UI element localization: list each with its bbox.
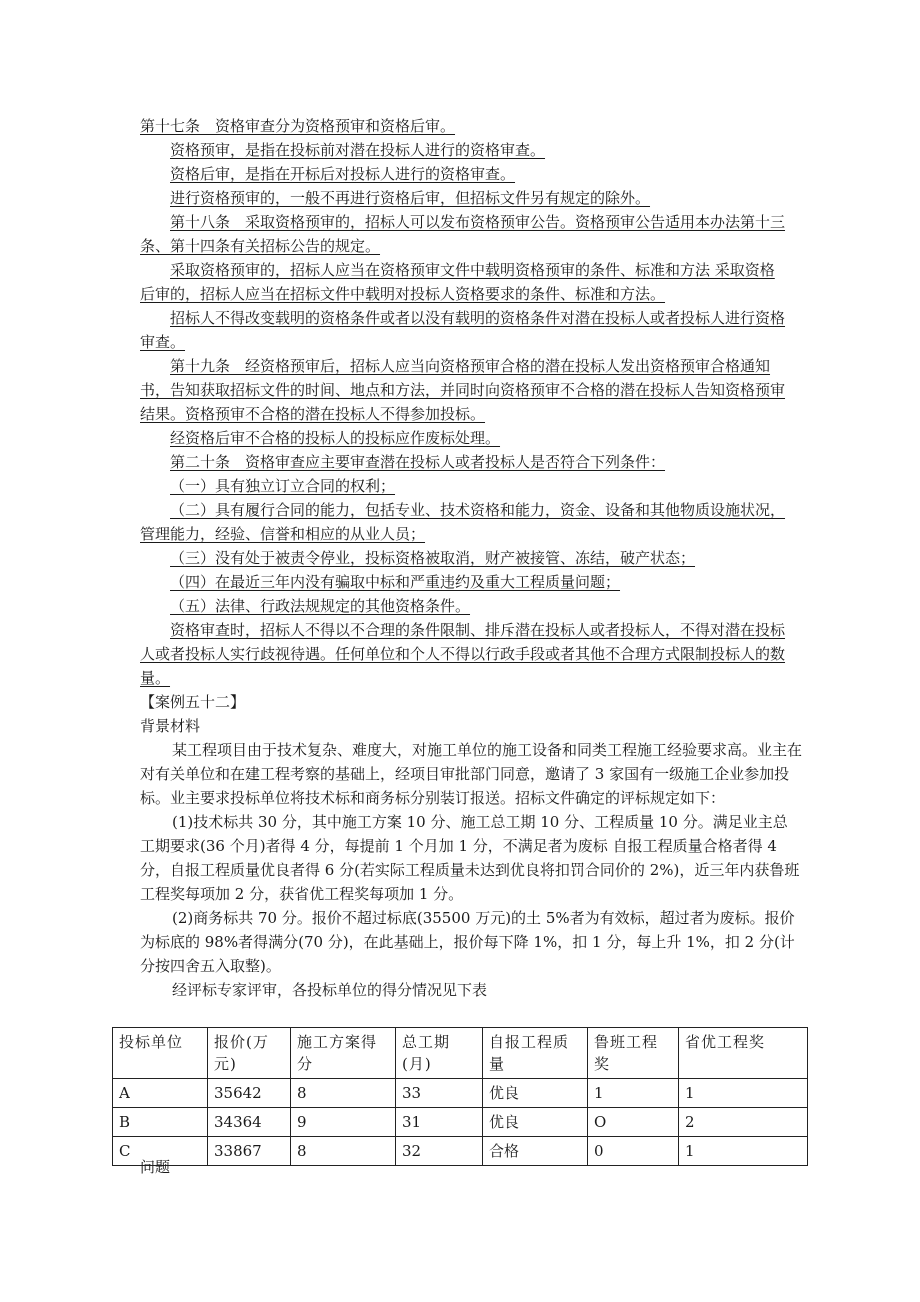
table-cell: O: [588, 1108, 679, 1137]
article-line: （二）具有履行合同的能力，包括专业、技术资格和能力，资金、设备和其他物质设施状况，管理能力，经验、信誉和相应的从业人员；: [140, 501, 786, 543]
table-cell: 优良: [483, 1079, 588, 1108]
column-header: 省优工程奖: [679, 1028, 808, 1079]
article-line: 第十八条 采取资格预审的，招标人可以发布资格预审公告。资格预审公告适用本办法第十三条、第十四条有关招标公告的规定。: [140, 213, 786, 255]
article-line: 资格审查时，招标人不得以不合理的条件限制、排斥潜在投标人或者投标人，不得对潜在投标人或者投标人实行歧视待遇。任何单位和个人不得以行政手段或者其他不合理方式限制投标人的数量。: [140, 621, 786, 687]
table-cell: 33: [396, 1079, 483, 1108]
table-cell: 31: [396, 1108, 483, 1137]
article-line: 资格后审，是指在开标后对投标人进行的资格审查。: [170, 165, 516, 183]
table-cell: C: [113, 1137, 208, 1166]
table-cell: B: [113, 1108, 208, 1137]
table-row: [113, 1108, 808, 1137]
table-cell: 9: [291, 1108, 396, 1137]
case-paragraph: (2)商务标共 70 分。报价不超过标底(35500 万元)的土 5%者为有效标，超过者为废标。报价为标底的 98%者得满分(70 分)，在此基础上，报价每下降 1%，扣 1 分，每上升 1%，扣 2 分(计分按四舍五入取整)。: [140, 909, 795, 975]
article-line: （一）具有独立订立合同的权利；: [170, 477, 396, 495]
column-header: 总工期(月): [396, 1028, 483, 1079]
table-cell: 8: [291, 1079, 396, 1108]
table-cell: 35642: [208, 1079, 291, 1108]
article-line: 第十七条 资格审查分为资格预审和资格后审。: [140, 117, 456, 135]
column-header: 自报工程质量: [483, 1028, 588, 1079]
table-cell: 0: [588, 1137, 679, 1166]
article-line: 经资格后审不合格的投标人的投标应作废标处理。: [170, 429, 501, 447]
table-cell: A: [113, 1079, 208, 1108]
case-paragraph: (1)技术标共 30 分，其中施工方案 10 分、施工总工期 10 分、工程质量 10 分。满足业主总工期要求(36 个月)者得 4 分，每提前 1 个月加 1 分，不满足者为废标 自报工程质量合格者得 4 分，自报工程质量优良者得 6 分(若实际工程质量未达到优良将扣罚合同价的 2%)，近三年内获鲁班工程奖每项加 2 分，获省优工程奖每项加 1 分。: [140, 813, 800, 903]
case-title: 【案例五十二】: [140, 693, 246, 711]
column-header: 报价(万元): [208, 1028, 291, 1079]
article-line: （四）在最近三年内没有骗取中标和严重违约及重大工程质量问题；: [170, 573, 621, 591]
case-paragraph: 某工程项目由于技术复杂、难度大，对施工单位的施工设备和同类工程施工经验要求高。业主在对有关单位和在建工程考察的基础上，经项目审批部门同意，邀请了 3 家国有一级施工企业参加投标。业主要求投标单位将技术标和商务标分别装订报送。招标文件确定的评标规定如下：: [140, 741, 803, 807]
case-paragraph: 经评标专家评审，各投标单位的得分情况见下表: [172, 981, 488, 999]
article-line: （三）没有处于被责令停业，投标资格被取消，财产被接管、冻结，破产状态；: [170, 549, 696, 567]
table-cell: 1: [679, 1137, 808, 1166]
table-cell: 1: [679, 1079, 808, 1108]
column-header: 施工方案得分: [291, 1028, 396, 1079]
article-line: 招标人不得改变载明的资格条件或者以没有载明的资格条件对潜在投标人或者投标人进行资格审查。: [140, 309, 786, 351]
article-line: 进行资格预审的，一般不再进行资格后审，但招标文件另有规定的除外。: [170, 189, 651, 207]
table-cell: 34364: [208, 1108, 291, 1137]
question-label: 问题: [140, 1158, 171, 1176]
score-table: [112, 1027, 808, 1166]
article-line: 第十九条 经资格预审后，招标人应当向资格预审合格的潜在投标人发出资格预审合格通知书，告知获取招标文件的时间、地点和方法，并同时向资格预审不合格的潜在投标人告知资格预审结果。资格预审不合格的潜在投标人不得参加投标。: [140, 357, 786, 423]
regulation-articles: [140, 114, 785, 690]
table-cell: 32: [396, 1137, 483, 1166]
table-cell: 8: [291, 1137, 396, 1166]
case-subtitle: 背景材料: [140, 717, 201, 735]
table-cell: 优良: [483, 1108, 588, 1137]
table-cell: 1: [588, 1079, 679, 1108]
table-row: [113, 1137, 808, 1166]
article-line: 采取资格预审的，招标人应当在资格预审文件中载明资格预审的条件、标准和方法 采取资格后审的，招标人应当在招标文件中载明对投标人资格要求的条件、标准和方法。: [140, 261, 775, 303]
table-header-row: [113, 1028, 808, 1079]
article-line: 资格预审，是指在投标前对潜在投标人进行的资格审查。: [170, 141, 546, 159]
case-section: [140, 690, 802, 1002]
table-cell: 合格: [483, 1137, 588, 1166]
table-row: [113, 1079, 808, 1108]
table-cell: 2: [679, 1108, 808, 1137]
table-cell: 33867: [208, 1137, 291, 1166]
article-line: （五）法律、行政法规规定的其他资格条件。: [170, 597, 471, 615]
column-header: 投标单位: [113, 1028, 208, 1079]
column-header: 鲁班工程奖: [588, 1028, 679, 1079]
article-line: 第二十条 资格审查应主要审查潜在投标人或者投标人是否符合下列条件：: [170, 453, 666, 471]
